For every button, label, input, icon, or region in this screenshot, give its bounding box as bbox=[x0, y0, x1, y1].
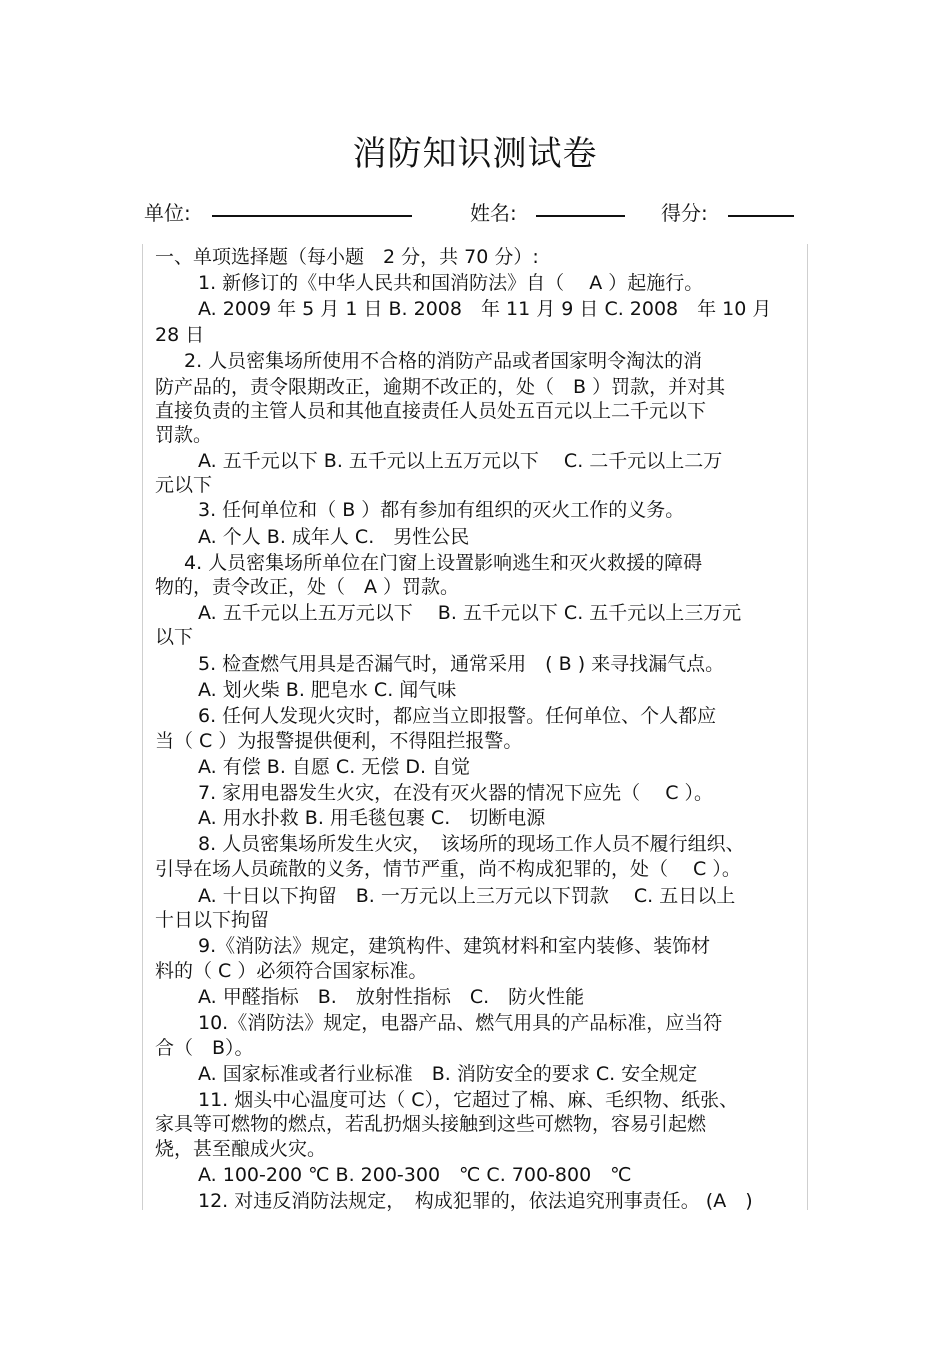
page-title: 消防知识测试卷 bbox=[352, 134, 598, 174]
text-line: 8. 人员密集场所发生火灾， 该场所的现场工作人员不履行组织、 bbox=[198, 833, 745, 855]
text-line: 引导在场人员疏散的义务，情节严重，尚不构成犯罪的，处（ C ）。 bbox=[155, 858, 741, 880]
text-line: A. 国家标准或者行业标准 B. 消防安全的要求 C. 安全规定 bbox=[198, 1063, 698, 1085]
text-line: 2. 人员密集场所使用不合格的消防产品或者国家明令淘汰的消 bbox=[184, 350, 703, 372]
text-line: 3. 任何单位和（ B ）都有参加有组织的灭火工作的义务。 bbox=[198, 499, 685, 521]
text-line: 4. 人员密集场所单位在门窗上设置影响逃生和灭火救援的障碍 bbox=[184, 552, 703, 574]
text-line: 以下 bbox=[155, 626, 194, 648]
text-line: A. 五千元以上五万元以下 B. 五千元以下 C. 五千元以上三万元 bbox=[198, 602, 742, 624]
text-line: A. 十日以下拘留 B. 一万元以上三万元以下罚款 C. 五日以上 bbox=[198, 885, 736, 907]
text-line: 物的，责令改正，处（ A ）罚款。 bbox=[155, 576, 460, 598]
unit-label: 单位: bbox=[144, 201, 191, 225]
text-line: A. 五千元以下 B. 五千元以上五万元以下 C. 二千元以上二万 bbox=[198, 450, 723, 472]
text-line: 当（ C ）为报警提供便利，不得阻拦报警。 bbox=[155, 730, 523, 752]
score-blank-line[interactable] bbox=[728, 215, 794, 217]
text-line: A. 划火柴 B. 肥皂水 C. 闻气味 bbox=[198, 679, 457, 701]
text-line: 5. 检查燃气用具是否漏气时，通常采用 ( B ) 来寻找漏气点。 bbox=[198, 653, 725, 675]
text-line: A. 100-200 ℃ B. 200-300 ℃ C. 700-800 ℃ bbox=[198, 1164, 632, 1186]
text-line: A. 有偿 B. 自愿 C. 无偿 D. 自觉 bbox=[198, 756, 471, 778]
text-line: 1. 新修订的《中华人民共和国消防法》自（ A ）起施行。 bbox=[198, 272, 704, 294]
text-line: 家具等可燃物的燃点，若乱扔烟头接触到这些可燃物，容易引起燃 bbox=[155, 1113, 707, 1135]
text-line: 罚款。 bbox=[155, 424, 213, 446]
text-line: 7. 家用电器发生火灾，在没有灭火器的情况下应先（ C ）。 bbox=[198, 782, 714, 804]
text-line: 十日以下拘留 bbox=[155, 909, 270, 931]
text-line: 料的（ C ）必须符合国家标准。 bbox=[155, 960, 428, 982]
text-line: A. 2009 年 5 月 1 日 B. 2008 年 11 月 9 日 C. 2008 年 10 月 bbox=[198, 298, 772, 320]
text-line: 元以下 bbox=[155, 474, 213, 496]
text-line: A. 甲醛指标 B. 放射性指标 C. 防火性能 bbox=[198, 986, 585, 1008]
text-line: A. 个人 B. 成年人 C. 男性公民 bbox=[198, 526, 470, 548]
name-blank-line[interactable] bbox=[536, 215, 625, 217]
text-line: 6. 任何人发现火灾时，都应当立即报警。任何单位、个人都应 bbox=[198, 705, 717, 727]
text-line: 12. 对违反消防法规定， 构成犯罪的，依法追究刑事责任。 (A ) bbox=[198, 1190, 753, 1212]
text-line: 合（ B）。 bbox=[155, 1037, 254, 1059]
text-line: 11. 烟头中心温度可达（ C），它超过了棉、麻、毛织物、纸张、 bbox=[198, 1089, 739, 1111]
text-line: A. 用水扑救 B. 用毛毯包裹 C. 切断电源 bbox=[198, 807, 546, 829]
text-line: 烧，甚至酿成火灾。 bbox=[155, 1138, 327, 1160]
text-line: 10.《消防法》规定，电器产品、燃气用具的产品标准，应当符 bbox=[198, 1012, 723, 1034]
text-line: 28 日 bbox=[155, 324, 205, 346]
score-label: 得分: bbox=[661, 201, 708, 225]
unit-blank-line[interactable] bbox=[212, 215, 412, 217]
text-line: 直接负责的主管人员和其他直接责任人员处五百元以上二千元以下 bbox=[155, 400, 707, 422]
section-heading: 一、单项选择题（每小题 2 分，共 70 分）: bbox=[155, 246, 539, 268]
text-line: 9.《消防法》规定，建筑构件、建筑材料和室内装修、装饰材 bbox=[198, 935, 711, 957]
name-label: 姓名: bbox=[470, 201, 517, 225]
text-line: 防产品的，责令限期改正，逾期不改正的，处（ B ）罚款，并对其 bbox=[155, 376, 726, 398]
